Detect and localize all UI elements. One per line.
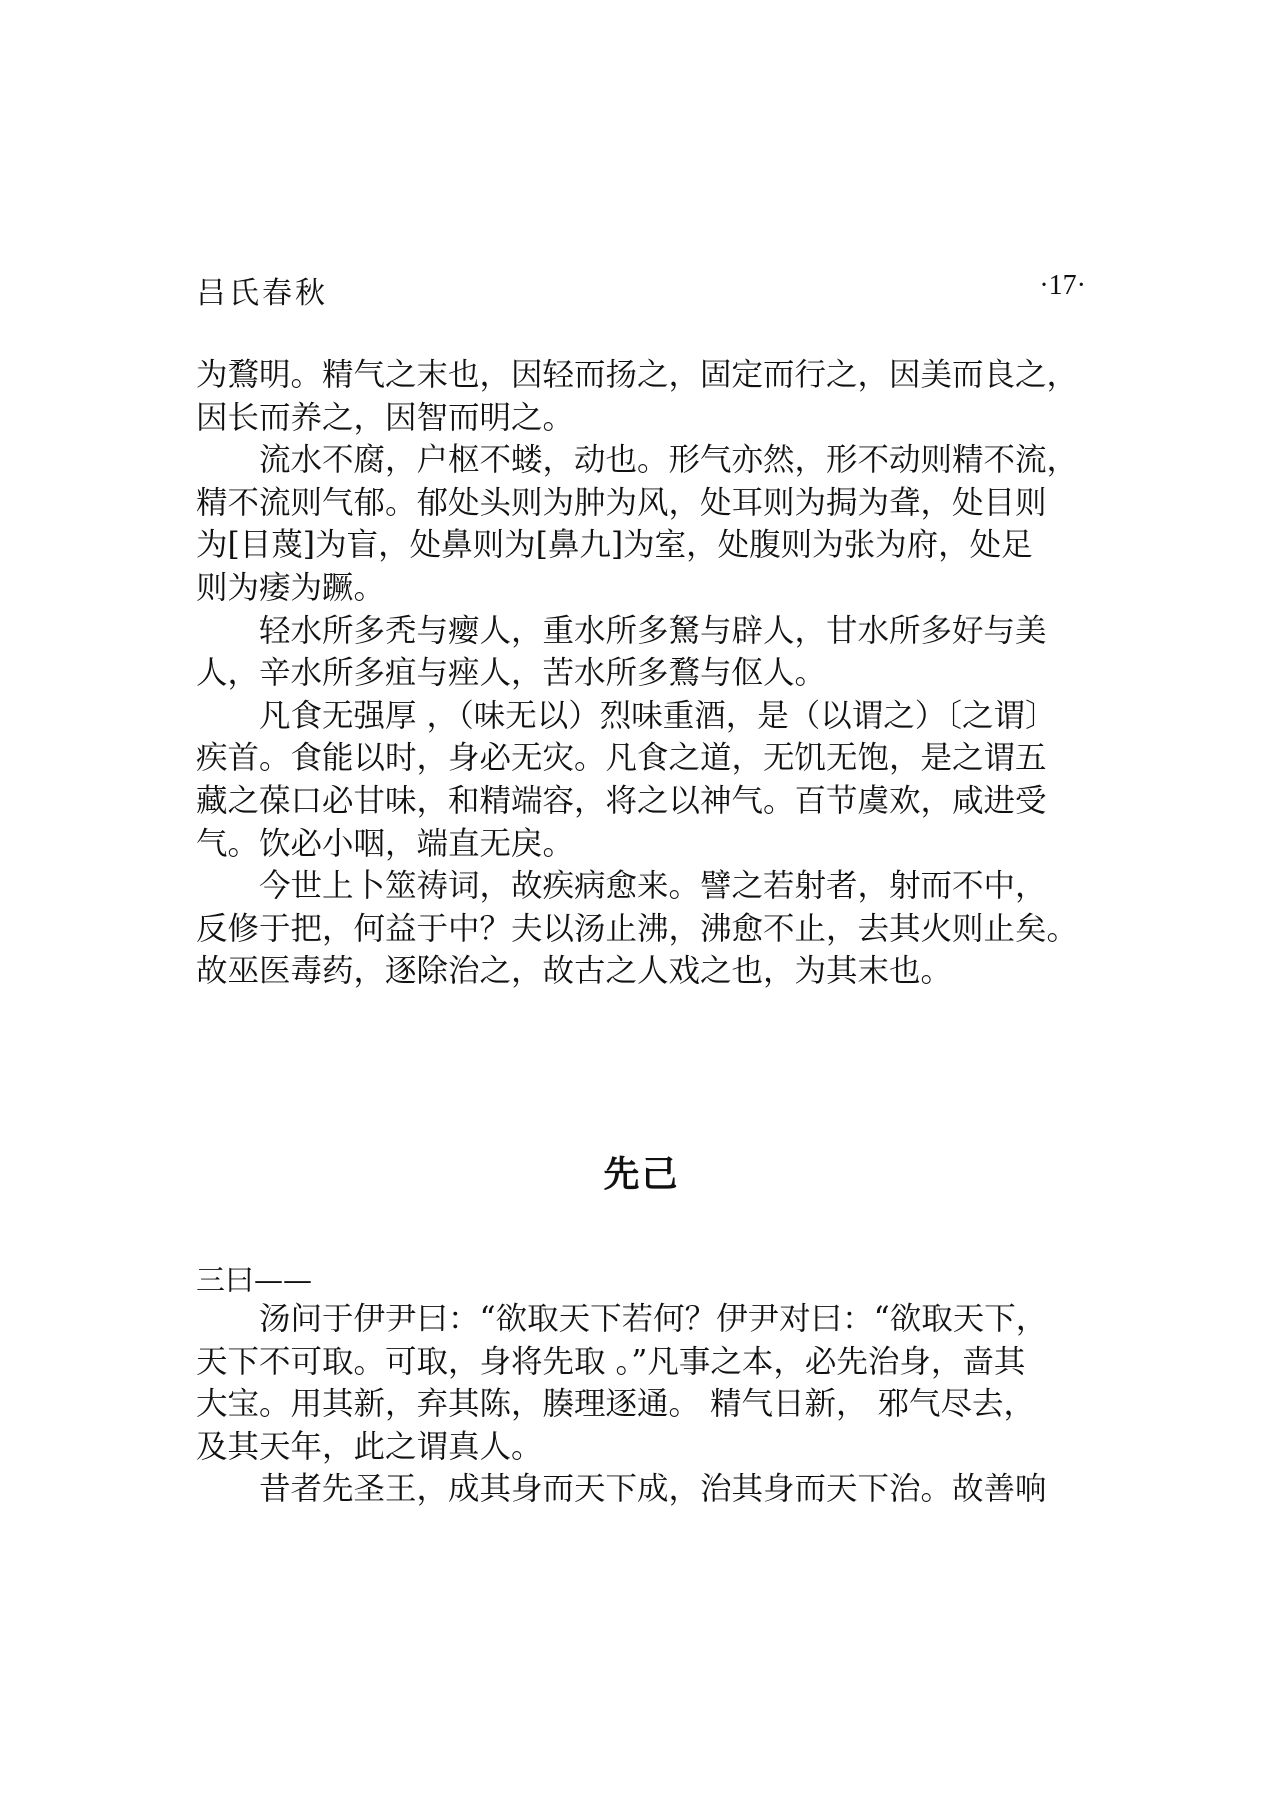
book-title: 吕氏春秋 <box>196 276 328 311</box>
text-line: 藏之葆口必甘味，和精端容，将之以神气。百节虞欢，咸进受 <box>196 782 1047 819</box>
text-line: 精不流则气郁。郁处头则为肿为风，处耳则为挶为聋，处目则 <box>196 484 1047 521</box>
page-number: ·17· <box>1039 270 1086 301</box>
text-line: 气。饮必小咽，端直无戾。 <box>196 825 575 862</box>
section-title: 先己 <box>603 1154 680 1195</box>
text-line: 天下不可取。可取，身将先取 。”凡事之本，必先治身，啬其 <box>196 1343 1026 1380</box>
page-header <box>196 268 1086 312</box>
chapter-day-label: 三曰—— <box>196 1263 313 1297</box>
text-line: 疾首。食能以时，身必无灾。凡食之道，无饥无饱，是之谓五 <box>196 740 1047 777</box>
paragraph-start-line: 昔者先圣王，成其身而天下成，治其身而天下治。故善响 <box>259 1471 1047 1508</box>
paragraph-start-line: 凡食无强厚 ，（味无以）烈味重酒，是（以谓之）〔之谓〕 <box>259 697 1057 734</box>
text-line: 因长而养之，因智而明之。 <box>196 399 575 436</box>
paragraph-start-line: 流水不腐，户枢不蝼，动也。形气亦然，形不动则精不流， <box>259 442 1079 479</box>
text-line: 故巫医毒药，逐除治之，故古之人戏之也，为其末也。 <box>196 953 953 990</box>
text-line: 及其天年，此之谓真人。 <box>196 1428 543 1465</box>
text-line: 为鶩明。精气之末也，因轻而扬之，固定而行之，因美而良之， <box>196 357 1079 393</box>
text-line: 则为痿为蹶。 <box>196 569 386 606</box>
paragraph-start-line: 汤问于伊尹曰：“欲取天下若何？伊尹对曰：“欲取天下， <box>259 1301 1048 1337</box>
paragraph-start-line: 轻水所多秃与瘿人，重水所多駑与辟人，甘水所多好与美 <box>259 612 1047 649</box>
text-line: 人，辛水所多疽与痤人，苦水所多鶩与伛人。 <box>196 655 827 692</box>
paragraph-start-line: 今世上卜筮祷词，故疾病愈来。譬之若射者，射而不中， <box>259 868 1047 905</box>
text-line: 反修于把，何益于中？夫以汤止沸，沸愈不止，去其火则止矣。 <box>196 910 1079 947</box>
text-line: 大宝。用其新，弃其陈，腠理逐通。 精气日新， 邪气尽去， <box>196 1386 1036 1423</box>
section-1-body <box>196 354 1106 993</box>
section-2-body <box>196 1298 1106 1511</box>
text-line: 为[目蔑]为盲，处鼻则为[鼻九]为室，处腹则为张为府，处足 <box>196 527 1033 564</box>
